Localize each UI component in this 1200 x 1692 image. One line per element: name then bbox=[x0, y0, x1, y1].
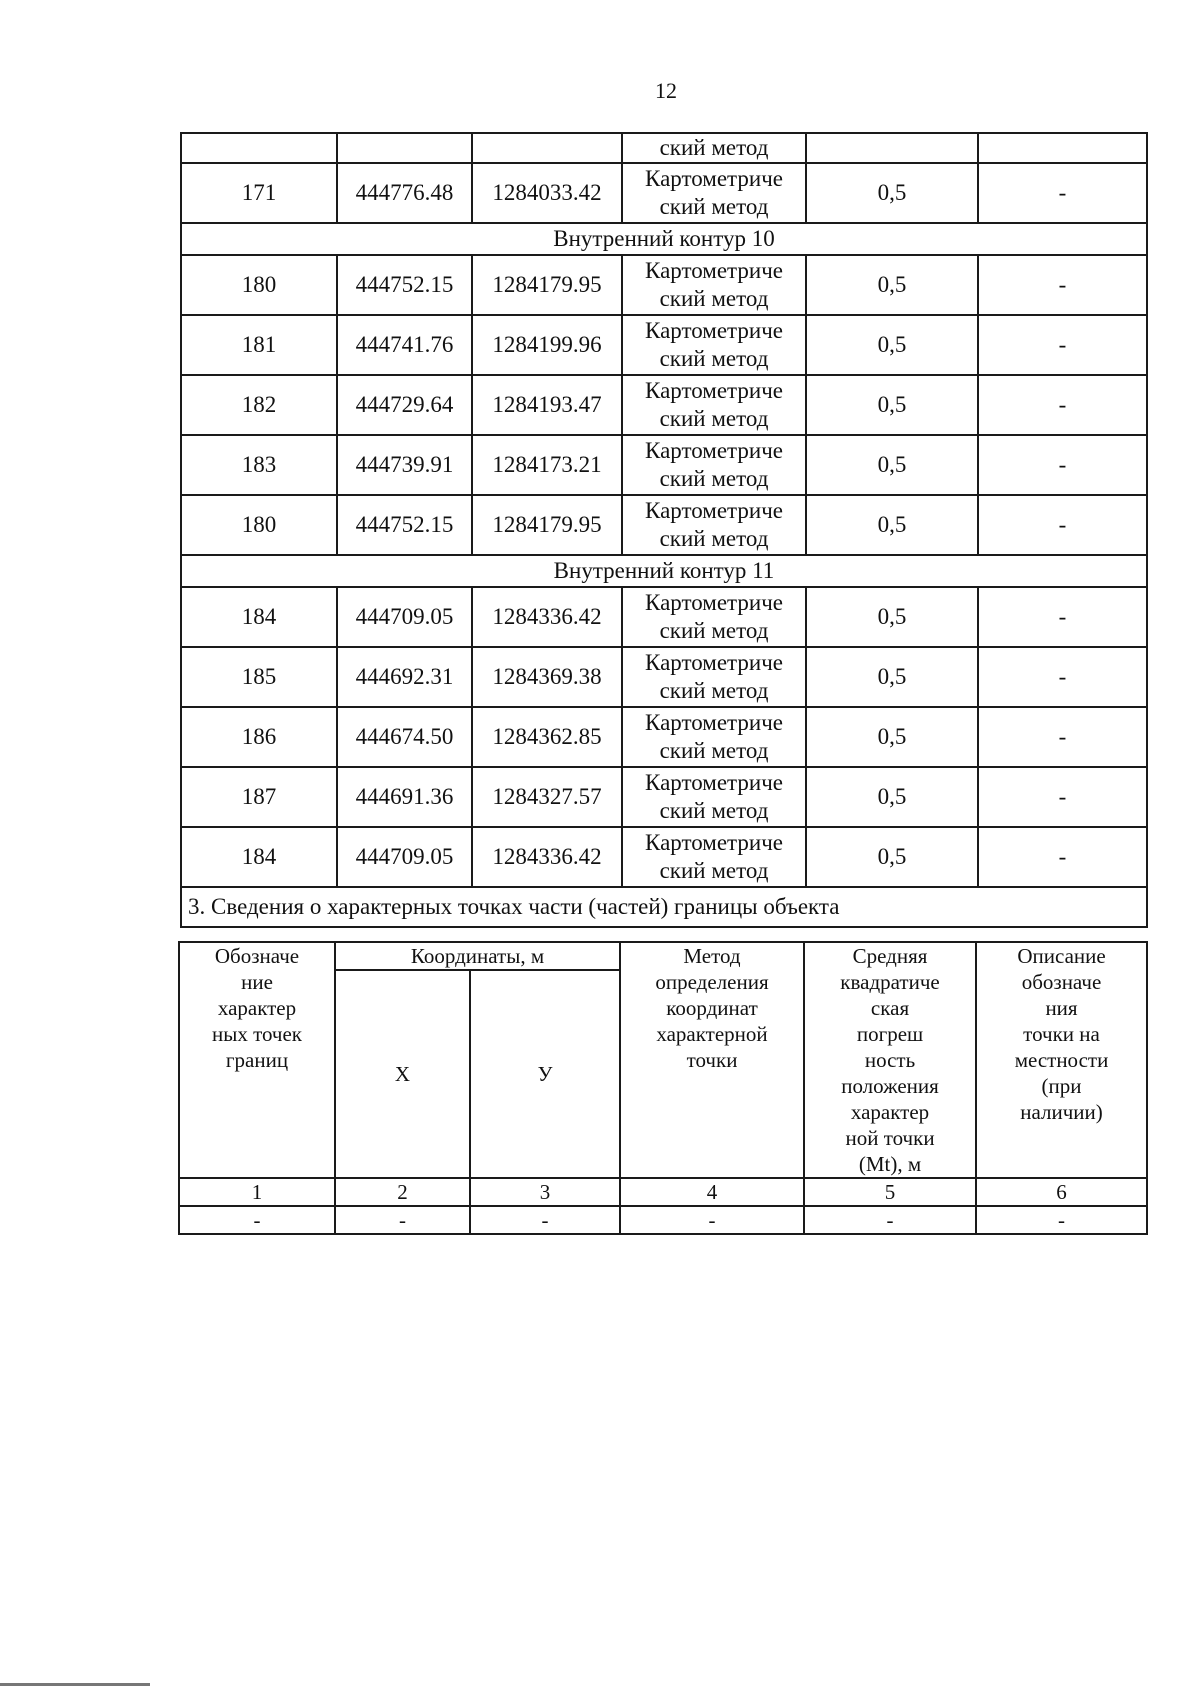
header-description-line: обозначе bbox=[1021, 970, 1102, 994]
cell-method-line: Картометриче bbox=[645, 830, 783, 855]
header-method-line: Метод bbox=[683, 944, 741, 968]
column-number: 3 bbox=[470, 1178, 620, 1206]
cell-desc: - bbox=[978, 255, 1147, 315]
header-mt-line: погреш bbox=[856, 1022, 924, 1046]
table-row-continued bbox=[181, 133, 1147, 163]
coordinates-table-body bbox=[181, 133, 1147, 927]
cell-method bbox=[622, 495, 806, 555]
cell-method-line: ский метод bbox=[659, 798, 769, 823]
cell-x: 444692.31 bbox=[337, 647, 472, 707]
cell-y: 1284336.42 bbox=[472, 827, 622, 887]
cell-y: 1284033.42 bbox=[472, 163, 622, 223]
cell-x: 444674.50 bbox=[337, 707, 472, 767]
column-number: 5 bbox=[804, 1178, 976, 1206]
cell-x: 444741.76 bbox=[337, 315, 472, 375]
table-row bbox=[181, 435, 1147, 495]
contour-10-row-title: Внутренний контур 10 bbox=[181, 223, 1147, 255]
table-row bbox=[181, 163, 1147, 223]
section3-title-row bbox=[181, 887, 1147, 927]
cell-mt: 0,5 bbox=[806, 255, 978, 315]
cell-method-line: Картометриче bbox=[645, 770, 783, 795]
cell-method-line: ский метод bbox=[659, 526, 769, 551]
cell-mt: 0,5 bbox=[806, 647, 978, 707]
empty-data-row bbox=[179, 1206, 1147, 1234]
table-row bbox=[181, 827, 1147, 887]
cell-method-line: Картометриче bbox=[645, 590, 783, 615]
cell-method-line: Картометриче bbox=[645, 650, 783, 675]
header-point-designation-line: ных точек bbox=[211, 1022, 303, 1046]
cell-mt: 0,5 bbox=[806, 587, 978, 647]
cell-x: 444776.48 bbox=[337, 163, 472, 223]
header-description-line: наличии) bbox=[1020, 1100, 1103, 1124]
cell-point: 182 bbox=[181, 375, 337, 435]
scan-edge-line bbox=[0, 1683, 150, 1686]
contour-11-row-title: Внутренний контур 11 bbox=[181, 555, 1147, 587]
cell-desc: - bbox=[978, 647, 1147, 707]
header-mt-line: квадратиче bbox=[840, 970, 940, 994]
cell-mt: 0,5 bbox=[806, 767, 978, 827]
header-coordinates: Координаты, м bbox=[335, 942, 620, 970]
cell-method-line: ский метод bbox=[659, 678, 769, 703]
cell-y: 1284173.21 bbox=[472, 435, 622, 495]
cell-method bbox=[622, 647, 806, 707]
empty-cell: - bbox=[470, 1206, 620, 1234]
cell-mt: 0,5 bbox=[806, 375, 978, 435]
cell-method-line: Картометриче bbox=[645, 438, 783, 463]
header-point-designation-line: границ bbox=[225, 1048, 289, 1072]
header-method-line: определения bbox=[655, 970, 769, 994]
page-number: 12 bbox=[655, 78, 677, 103]
table-row bbox=[181, 255, 1147, 315]
cell-y: 1284362.85 bbox=[472, 707, 622, 767]
header-point-designation-line: ние bbox=[241, 970, 273, 994]
cell-mt: 0,5 bbox=[806, 163, 978, 223]
cell-point: 184 bbox=[181, 587, 337, 647]
section3-header-row bbox=[179, 942, 1147, 970]
table-row bbox=[181, 495, 1147, 555]
header-point-designation-line: характер bbox=[217, 996, 297, 1020]
table-row bbox=[181, 767, 1147, 827]
header-method-line: координат bbox=[666, 996, 758, 1020]
header-point-designation-line: Обозначе bbox=[214, 944, 300, 968]
cell-method bbox=[622, 767, 806, 827]
column-number: 6 bbox=[976, 1178, 1147, 1206]
column-number: 4 bbox=[620, 1178, 804, 1206]
cell-method bbox=[622, 163, 806, 223]
cell-point: 186 bbox=[181, 707, 337, 767]
header-description-line: ния bbox=[1045, 996, 1078, 1020]
column-numbers-row bbox=[179, 1178, 1147, 1206]
cell-method-line: Картометриче bbox=[645, 378, 783, 403]
cell-mt: 0,5 bbox=[806, 707, 978, 767]
empty-cell: - bbox=[620, 1206, 804, 1234]
header-point-designation bbox=[179, 942, 335, 1178]
cell-method bbox=[622, 315, 806, 375]
header-description-line: Описание bbox=[1017, 944, 1106, 968]
cell-desc: - bbox=[978, 375, 1147, 435]
header-description-line: точки на bbox=[1023, 1022, 1100, 1046]
cell-y: 1284179.95 bbox=[472, 255, 622, 315]
cell-y bbox=[472, 133, 622, 163]
header-x: Х bbox=[335, 970, 470, 1178]
cell-method bbox=[622, 587, 806, 647]
header-description-line: (при bbox=[1041, 1074, 1082, 1098]
cell-y: 1284369.38 bbox=[472, 647, 622, 707]
cell-method-line: ский метод bbox=[659, 286, 769, 311]
cell-x: 444752.15 bbox=[337, 255, 472, 315]
cell-method-line: Картометриче bbox=[645, 498, 783, 523]
cell-mt: 0,5 bbox=[806, 435, 978, 495]
header-mt-line: (Mt), м bbox=[858, 1152, 922, 1176]
cell-method-line: ский метод bbox=[659, 858, 769, 883]
cell-point: 184 bbox=[181, 827, 337, 887]
cell-mt: 0,5 bbox=[806, 315, 978, 375]
cell-method-line: ский метод bbox=[659, 738, 769, 763]
cell-mt: 0,5 bbox=[806, 827, 978, 887]
cell-x: 444709.05 bbox=[337, 827, 472, 887]
header-method bbox=[620, 942, 804, 1178]
cell-desc: - bbox=[978, 435, 1147, 495]
cell-method-line: ский метод bbox=[659, 346, 769, 371]
cell-method-line: ский метод bbox=[659, 406, 769, 431]
cell-method bbox=[622, 435, 806, 495]
cell-y: 1284199.96 bbox=[472, 315, 622, 375]
cell-x: 444729.64 bbox=[337, 375, 472, 435]
section3-table bbox=[178, 941, 1148, 1235]
cell-method-line: Картометриче bbox=[645, 318, 783, 343]
column-number: 1 bbox=[179, 1178, 335, 1206]
column-number: 2 bbox=[335, 1178, 470, 1206]
cell-method-line: Картометриче bbox=[645, 258, 783, 283]
cell-desc: - bbox=[978, 707, 1147, 767]
contour-11-row bbox=[181, 555, 1147, 587]
contour-10-row bbox=[181, 223, 1147, 255]
cell-x: 444739.91 bbox=[337, 435, 472, 495]
cell-point: 185 bbox=[181, 647, 337, 707]
header-description-line: местности bbox=[1014, 1048, 1109, 1072]
cell-point bbox=[181, 133, 337, 163]
table-row bbox=[181, 587, 1147, 647]
cell-y: 1284336.42 bbox=[472, 587, 622, 647]
header-y: У bbox=[470, 970, 620, 1178]
cell-mt bbox=[806, 133, 978, 163]
header-description bbox=[976, 942, 1147, 1178]
cell-method bbox=[622, 827, 806, 887]
empty-cell: - bbox=[335, 1206, 470, 1234]
cell-method bbox=[622, 375, 806, 435]
header-mt-line: Средняя bbox=[852, 944, 928, 968]
cell-method-line: ский метод bbox=[659, 194, 769, 219]
table-row bbox=[181, 375, 1147, 435]
cell-method-line: Картометриче bbox=[645, 166, 783, 191]
header-mt-line: положения bbox=[841, 1074, 939, 1098]
header-method-line: характерной bbox=[656, 1022, 768, 1046]
cell-point: 171 bbox=[181, 163, 337, 223]
table-row bbox=[181, 647, 1147, 707]
cell-point: 183 bbox=[181, 435, 337, 495]
cell-method: ский метод bbox=[622, 133, 806, 163]
header-method-line: точки bbox=[686, 1048, 738, 1072]
header-mt-line: ной точки bbox=[845, 1126, 935, 1150]
cell-method bbox=[622, 255, 806, 315]
header-mt-line: ская bbox=[870, 996, 910, 1020]
cell-desc: - bbox=[978, 827, 1147, 887]
cell-x: 444752.15 bbox=[337, 495, 472, 555]
cell-method-line: Картометриче bbox=[645, 710, 783, 735]
cell-desc: - bbox=[978, 163, 1147, 223]
cell-desc: - bbox=[978, 495, 1147, 555]
cell-point: 187 bbox=[181, 767, 337, 827]
empty-cell: - bbox=[804, 1206, 976, 1234]
cell-x: 444709.05 bbox=[337, 587, 472, 647]
cell-desc bbox=[978, 133, 1147, 163]
coordinates-table bbox=[180, 132, 1148, 928]
cell-x: 444691.36 bbox=[337, 767, 472, 827]
table-row bbox=[181, 707, 1147, 767]
cell-x bbox=[337, 133, 472, 163]
cell-point: 181 bbox=[181, 315, 337, 375]
cell-desc: - bbox=[978, 587, 1147, 647]
header-mt-line: ность bbox=[864, 1048, 916, 1072]
header-mt bbox=[804, 942, 976, 1178]
cell-point: 180 bbox=[181, 255, 337, 315]
cell-y: 1284179.95 bbox=[472, 495, 622, 555]
table-row bbox=[181, 315, 1147, 375]
empty-cell: - bbox=[976, 1206, 1147, 1234]
cell-y: 1284193.47 bbox=[472, 375, 622, 435]
cell-desc: - bbox=[978, 315, 1147, 375]
empty-cell: - bbox=[179, 1206, 335, 1234]
cell-mt: 0,5 bbox=[806, 495, 978, 555]
cell-y: 1284327.57 bbox=[472, 767, 622, 827]
cell-point: 180 bbox=[181, 495, 337, 555]
header-mt-line: характер bbox=[850, 1100, 930, 1124]
cell-desc: - bbox=[978, 767, 1147, 827]
cell-method-line: ский метод bbox=[659, 618, 769, 643]
cell-method-line: ский метод bbox=[659, 466, 769, 491]
section3-title: 3. Сведения о характерных точках части (частей) границы объекта bbox=[181, 887, 1147, 927]
cell-method bbox=[622, 707, 806, 767]
